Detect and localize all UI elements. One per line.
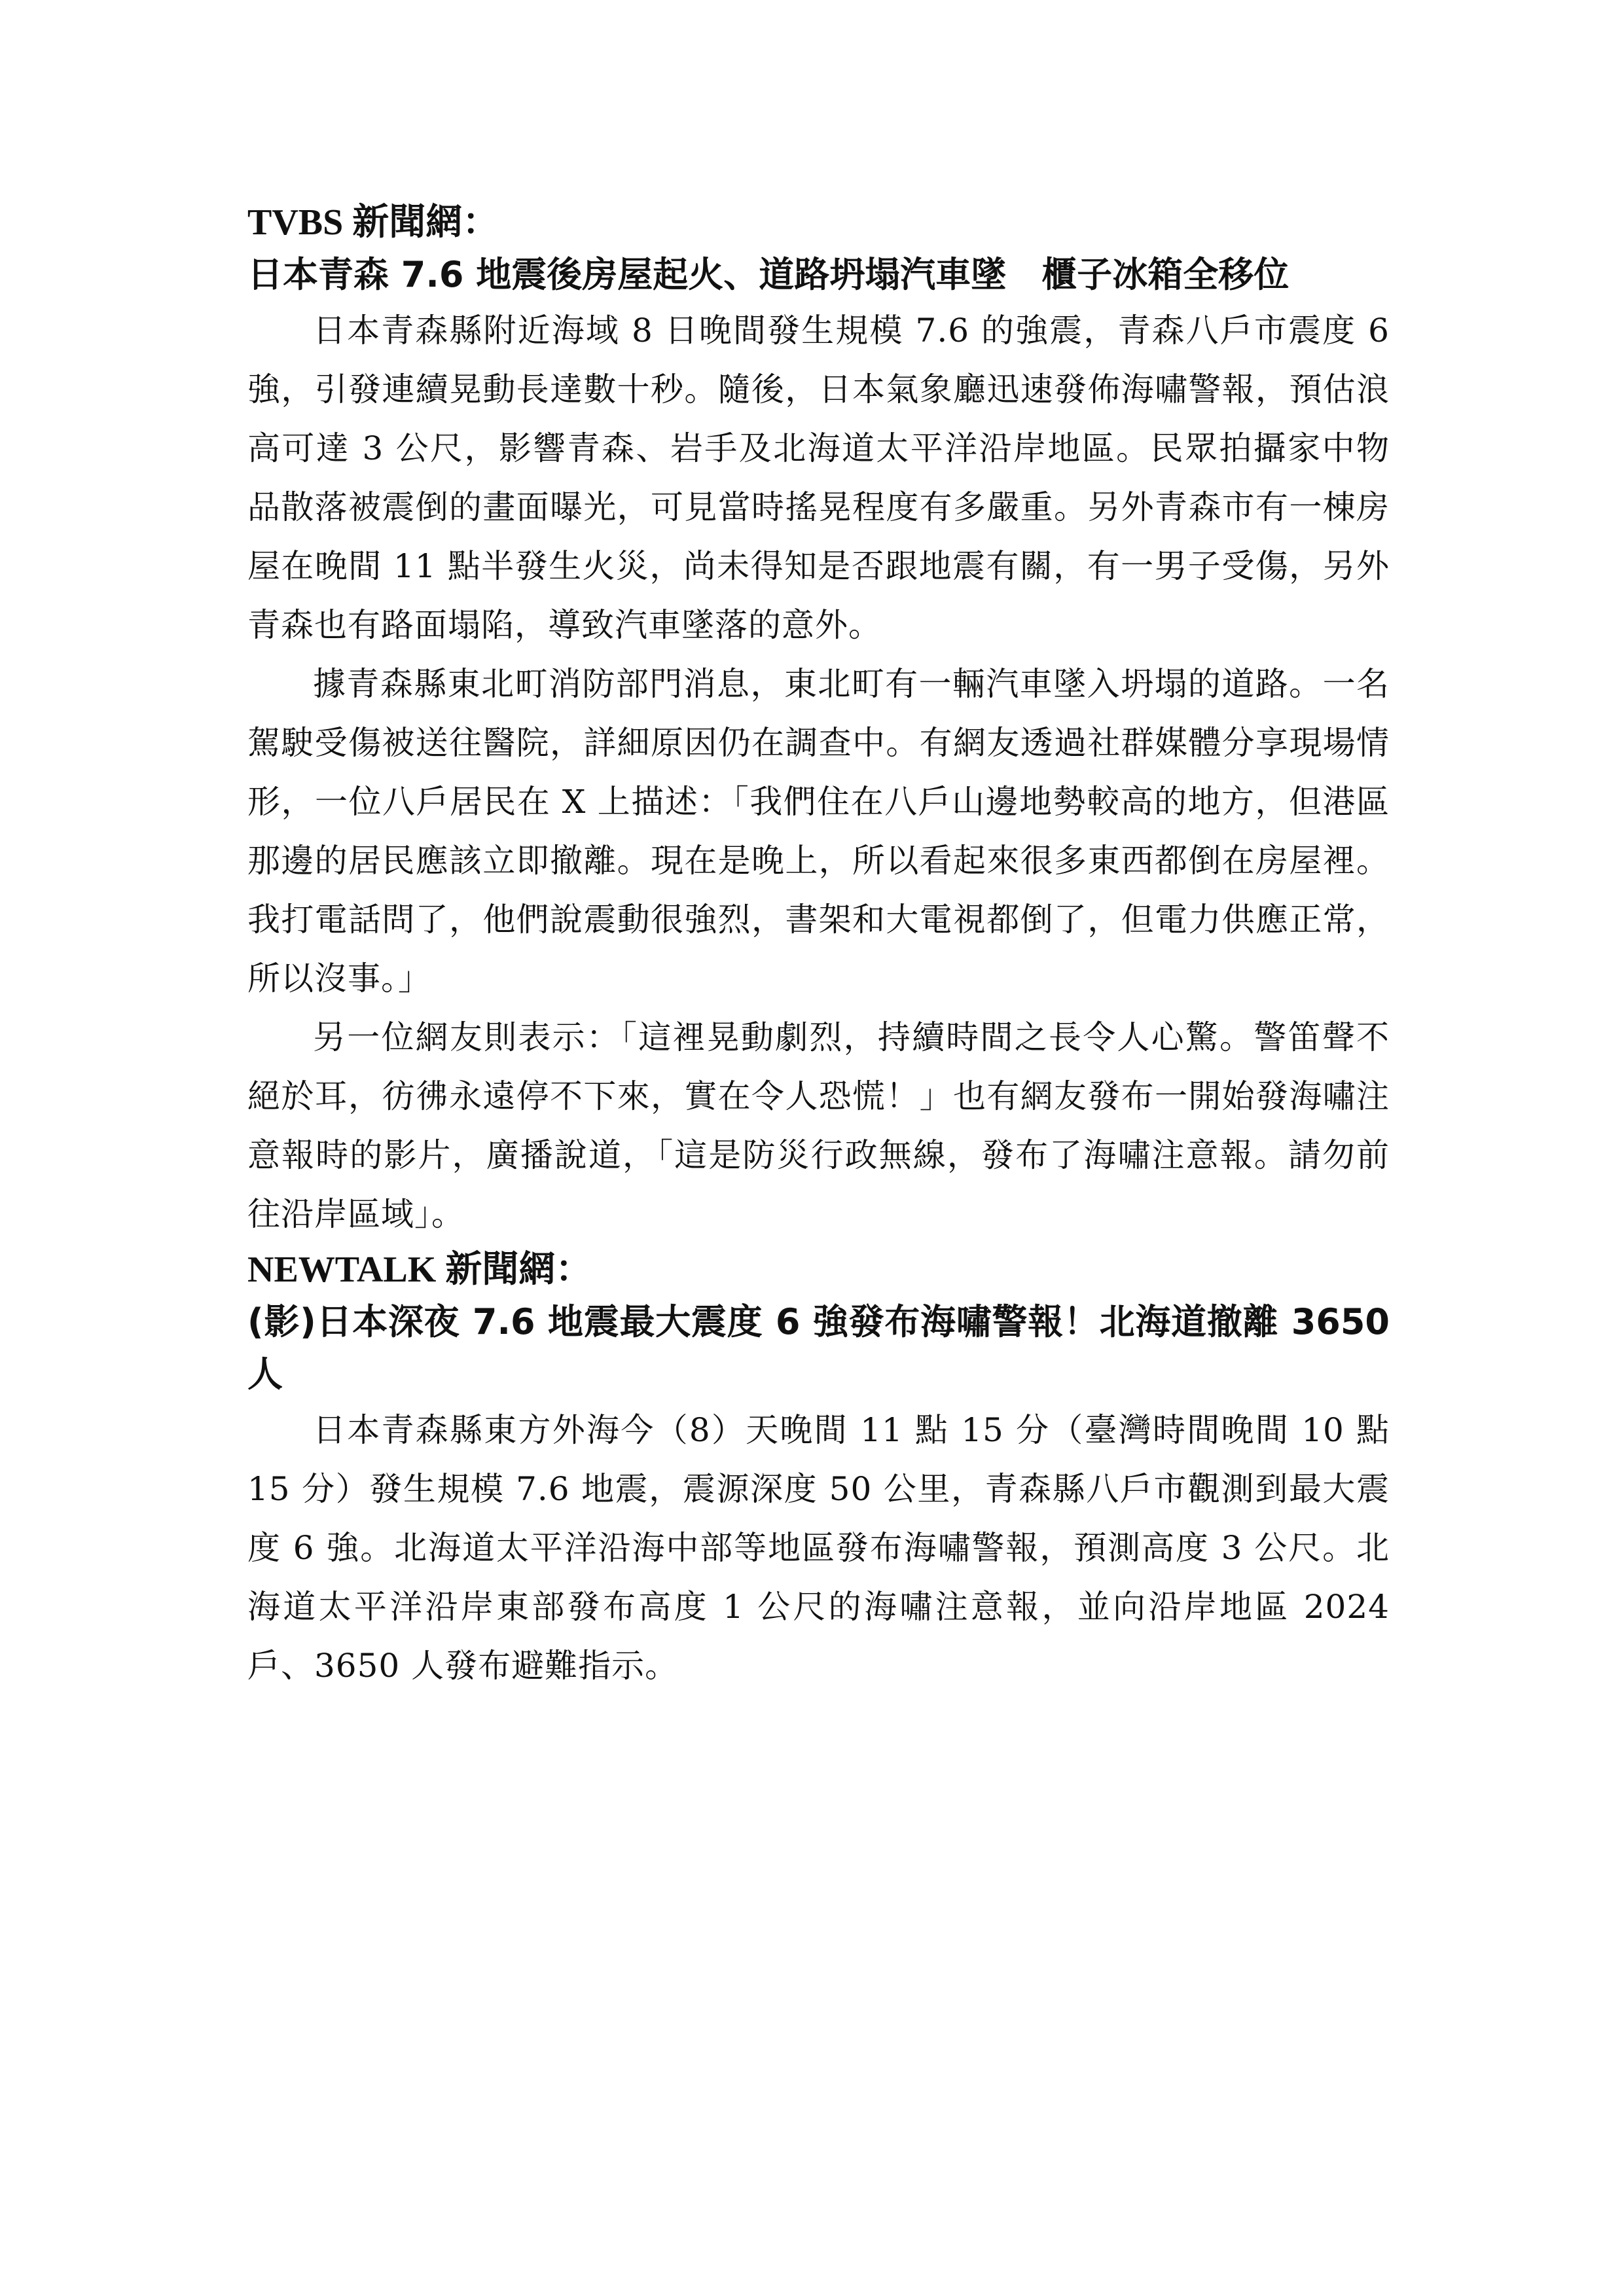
article-tvbs <box>247 196 1390 1244</box>
article-title: (影)日本深夜 7.6 地震最大震度 6 強發布海嘯警報！北海道撤離 3650 人 <box>247 1301 1390 1395</box>
article-paragraph: 另一位網友則表示：「這裡晃動劇烈，持續時間之長令人心驚。警笛聲不絕於耳，彷彿永遠停不下來，實在令人恐慌！」也有網友發布一開始發海嘯注意報時的影片，廣播說道，「這是防災行政無線，發布了海嘯注意報。請勿前往沿岸區域」。 <box>247 1018 1390 1233</box>
source-heading: TVBS 新聞網： <box>247 202 499 243</box>
source-heading: NEWTALK 新聞網： <box>247 1249 592 1290</box>
article-paragraph: 日本青森縣附近海域 8 日晚間發生規模 7.6 的強震，青森八戶市震度 6 強，引發連續晃動長達數十秒。隨後，日本氣象廳迅速發佈海嘯警報，預估浪高可達 3 公尺，影響青森、岩手及北海道太平洋沿岸地區。民眾拍攝家中物品散落被震倒的畫面曝光，可見當時搖晃程度有多嚴重。另外青森市有一棟房屋在晚間 11 點半發生火災，尚未得知是否跟地震有關，有一男子受傷，另外青森也有路面塌陷，導致汽車墜落的意外。 <box>247 312 1390 644</box>
article-newtalk <box>247 1244 1390 1695</box>
article-paragraph: 據青森縣東北町消防部門消息，東北町有一輛汽車墜入坍塌的道路。一名駕駛受傷被送往醫院，詳細原因仍在調查中。有網友透過社群媒體分享現場情形，一位八戶居民在 X 上描述：「我們住在八戶山邊地勢較高的地方，但港區那邊的居民應該立即撤離。現在是晚上，所以看起來很多東西都倒在房屋裡。我打電話問了，他們說震動很強烈，書架和大電視都倒了，但電力供應正常，所以沒事。」 <box>247 665 1390 997</box>
document-page <box>247 196 1390 1695</box>
article-paragraph: 日本青森縣東方外海今（8）天晚間 11 點 15 分（臺灣時間晚間 10 點 15 分）發生規模 7.6 地震，震源深度 50 公里，青森縣八戶市觀測到最大震度 6 強。北海道太平洋沿海中部等地區發布海嘯警報，預測高度 3 公尺。北海道太平洋沿岸東部發布高度 1 公尺的海嘯注意報，並向沿岸地區 2024 戶、3650 人發布避難指示。 <box>247 1411 1390 1685</box>
article-title: 日本青森 7.6 地震後房屋起火、道路坍塌汽車墜 櫃子冰箱全移位 <box>247 254 1290 295</box>
